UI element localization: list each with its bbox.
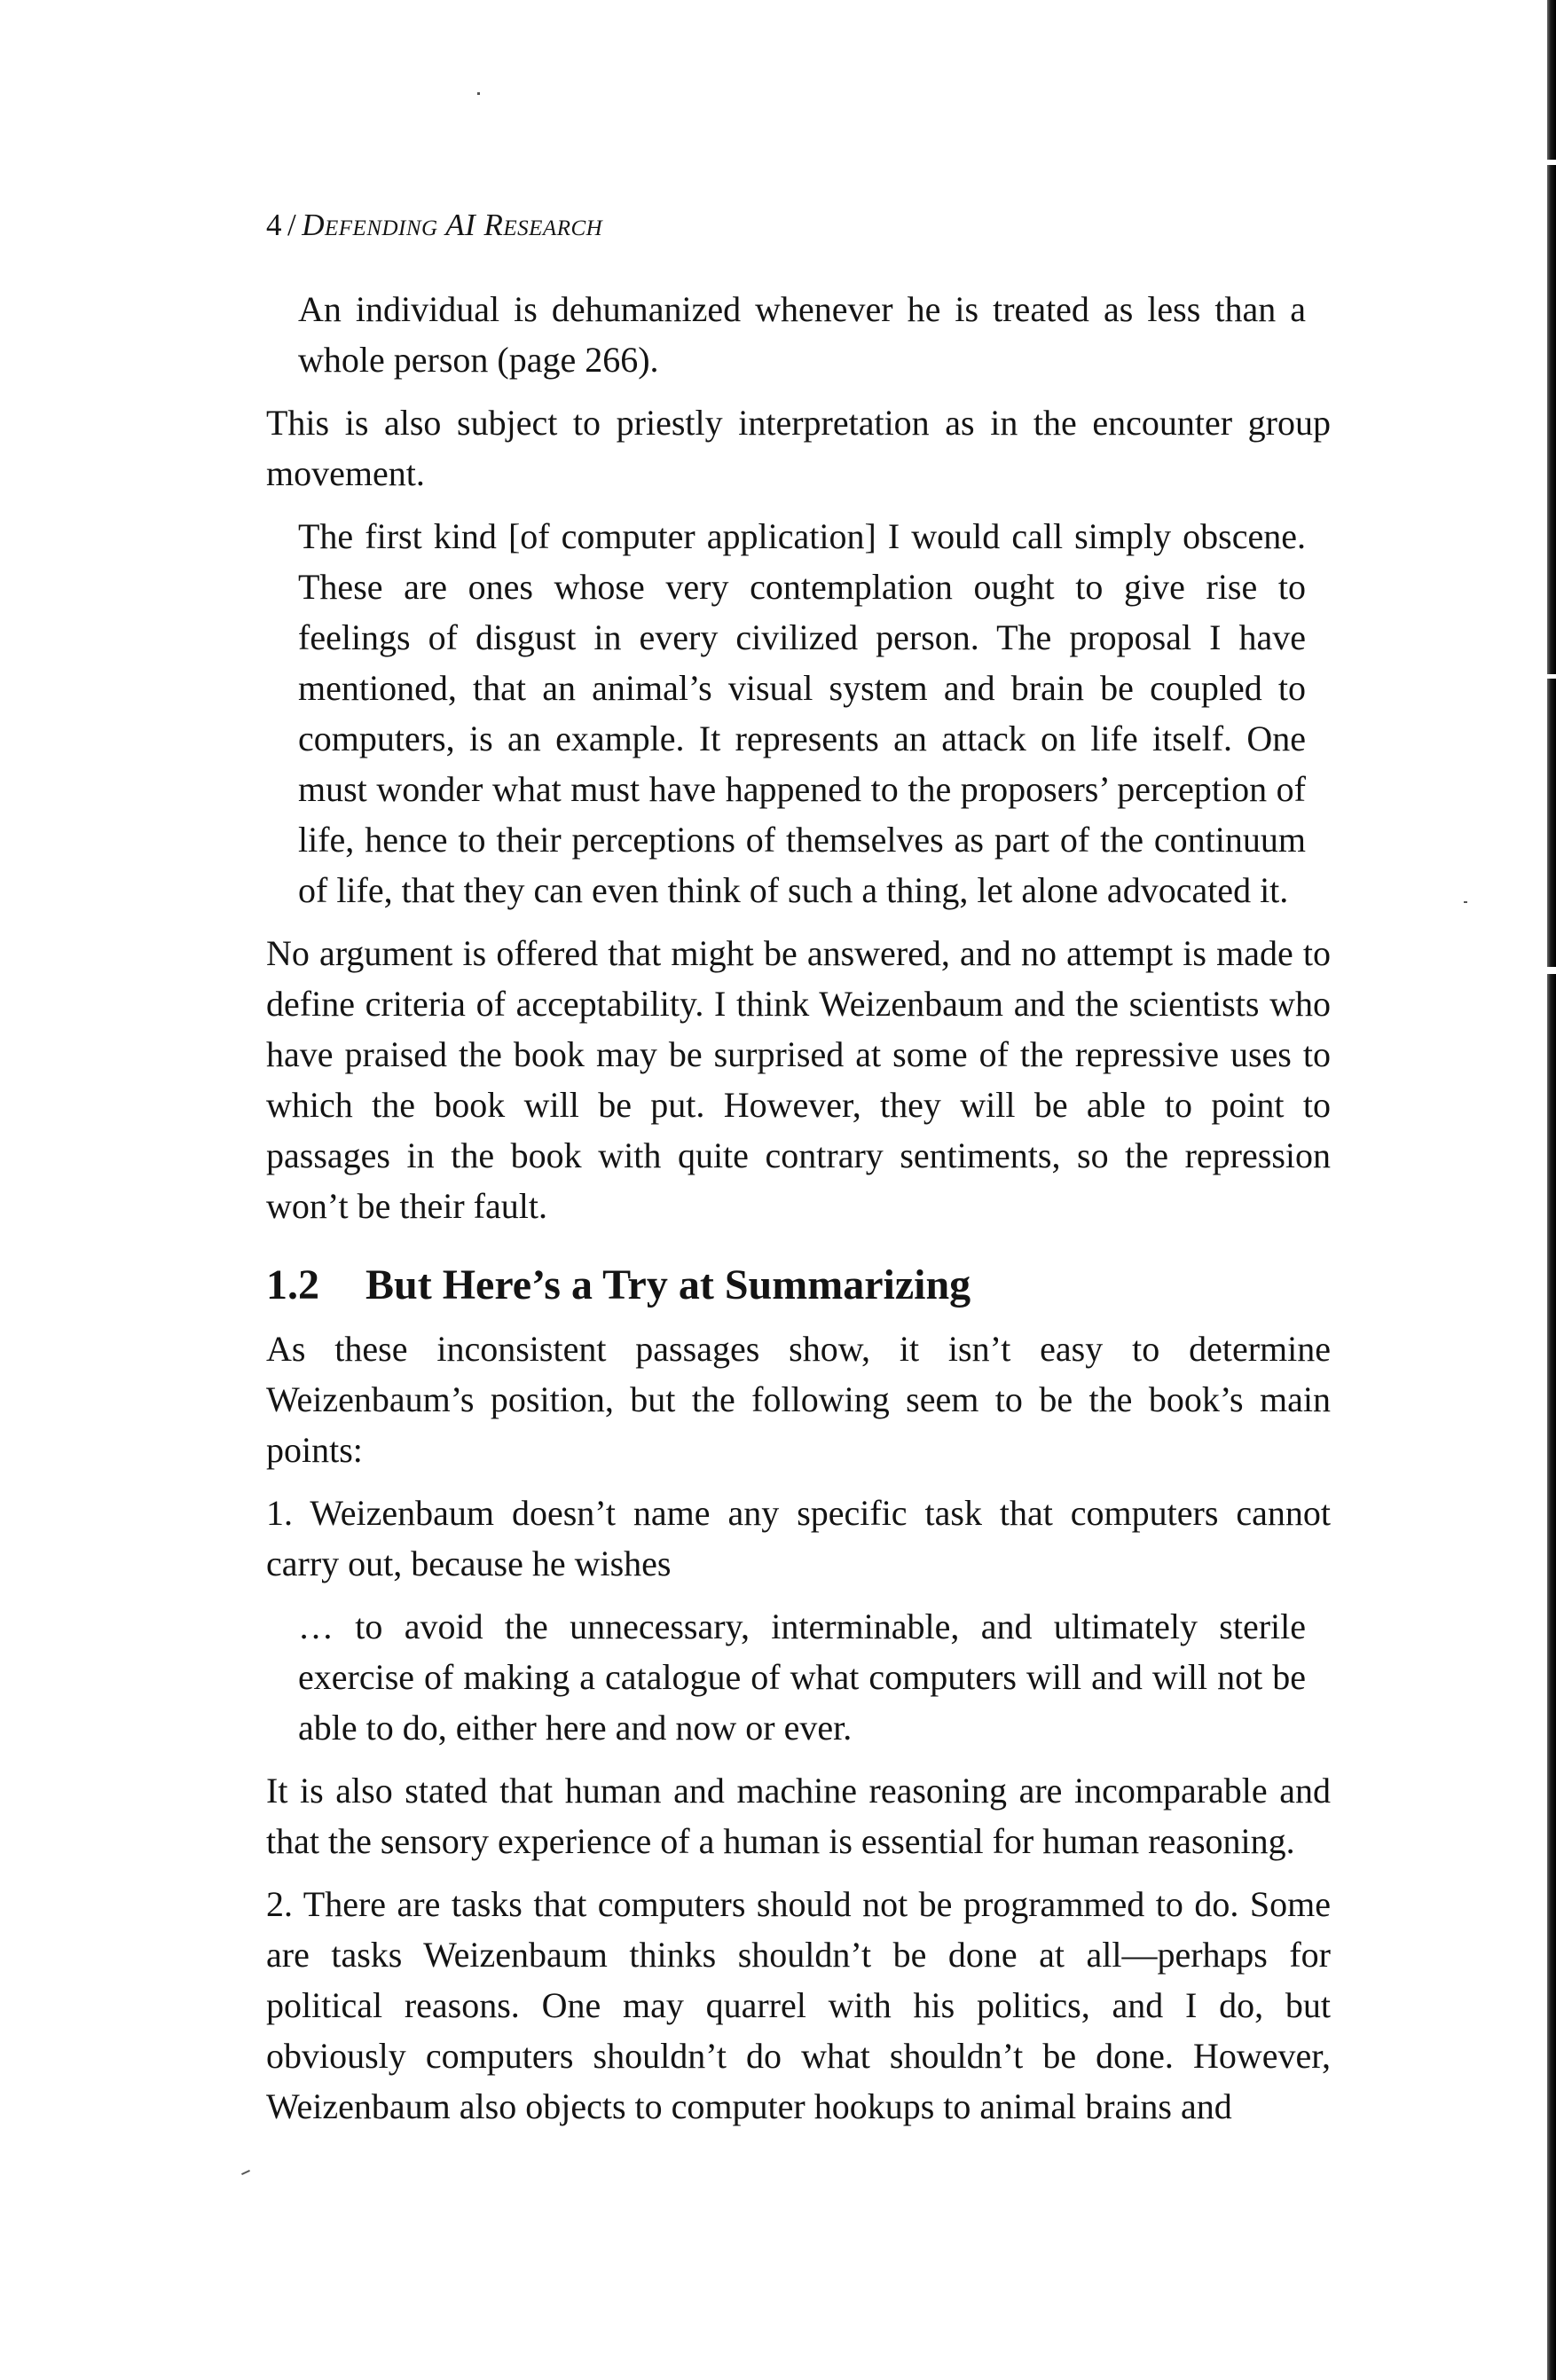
page-edge-gap xyxy=(1547,674,1556,679)
block-quote: The first kind [of computer application] I would call simply obscene. These are ones whose very contemplation ought to give rise to feelings of disgust in every civilized person. The proposal I have mentioned, that an animal’s visual system and brain be coupled to computers, is an example. It represents an attack on life itself. One must wonder what must have happened to the proposers’ perception of life, hence to their perceptions of themselves as part of the continuum of life, that they can even think of such a thing, let alone advocated it. xyxy=(298,516,1306,910)
paragraph: This is also subject to priestly interpretation as in the encounter group movement. xyxy=(266,403,1331,493)
header-separator: / xyxy=(287,208,297,242)
block-quote: … to avoid the unnecessary, interminable, and ultimately sterile exercise of making a catalogue of what computers will and will not be able to do, either here and now or ever. xyxy=(298,1606,1306,1748)
block-quote: An individual is dehumanized whenever he is treated as less than a whole person (page 266). xyxy=(298,289,1306,380)
page-number: 4 xyxy=(266,208,282,242)
section-title: But Here’s a Try at Summarizing xyxy=(365,1261,971,1308)
section-heading xyxy=(266,1258,1331,1313)
page-edge-gap xyxy=(1547,160,1556,165)
scan-speck xyxy=(241,2170,250,2175)
running-head xyxy=(266,208,602,243)
paragraph: No argument is offered that might be answered, and no attempt is made to define criteria of acceptability. I think Weizenbaum and the scientists who have praised the book may be surprised at some of the repressive uses to which the book will be put. However, they will be able to point to passages in the book with quite contrary sentiments, so the repression won’t be their fault. xyxy=(266,933,1331,1226)
paragraph: It is also stated that human and machine reasoning are incomparable and that the sensory experience of a human is essential for human reasoning. xyxy=(266,1771,1331,1861)
paragraph: 2. There are tasks that computers should not be programmed to do. Some are tasks Weizenbaum thinks shouldn’t be done at all—perhaps for political reasons. One may quarrel with his politics, and I do, but obviously computers shouldn’t do what shouldn’t be done. However, Weizenbaum also objects to computer hookups to animal brains and xyxy=(266,1884,1331,2126)
page-edge-gap xyxy=(1547,967,1556,974)
scan-speck xyxy=(477,92,480,95)
page-edge-shadow xyxy=(1547,0,1556,2380)
running-title: Defending AI Research xyxy=(302,208,603,242)
page-body xyxy=(266,284,1331,2144)
paragraph: 1. Weizenbaum doesn’t name any specific task that computers cannot carry out, because he wishes xyxy=(266,1493,1331,1583)
paragraph: As these inconsistent passages show, it isn’t easy to determine Weizenbaum’s position, but the following seem to be the book’s main points: xyxy=(266,1329,1331,1470)
section-number: 1.2 xyxy=(266,1261,319,1308)
scan-speck xyxy=(1464,901,1467,903)
